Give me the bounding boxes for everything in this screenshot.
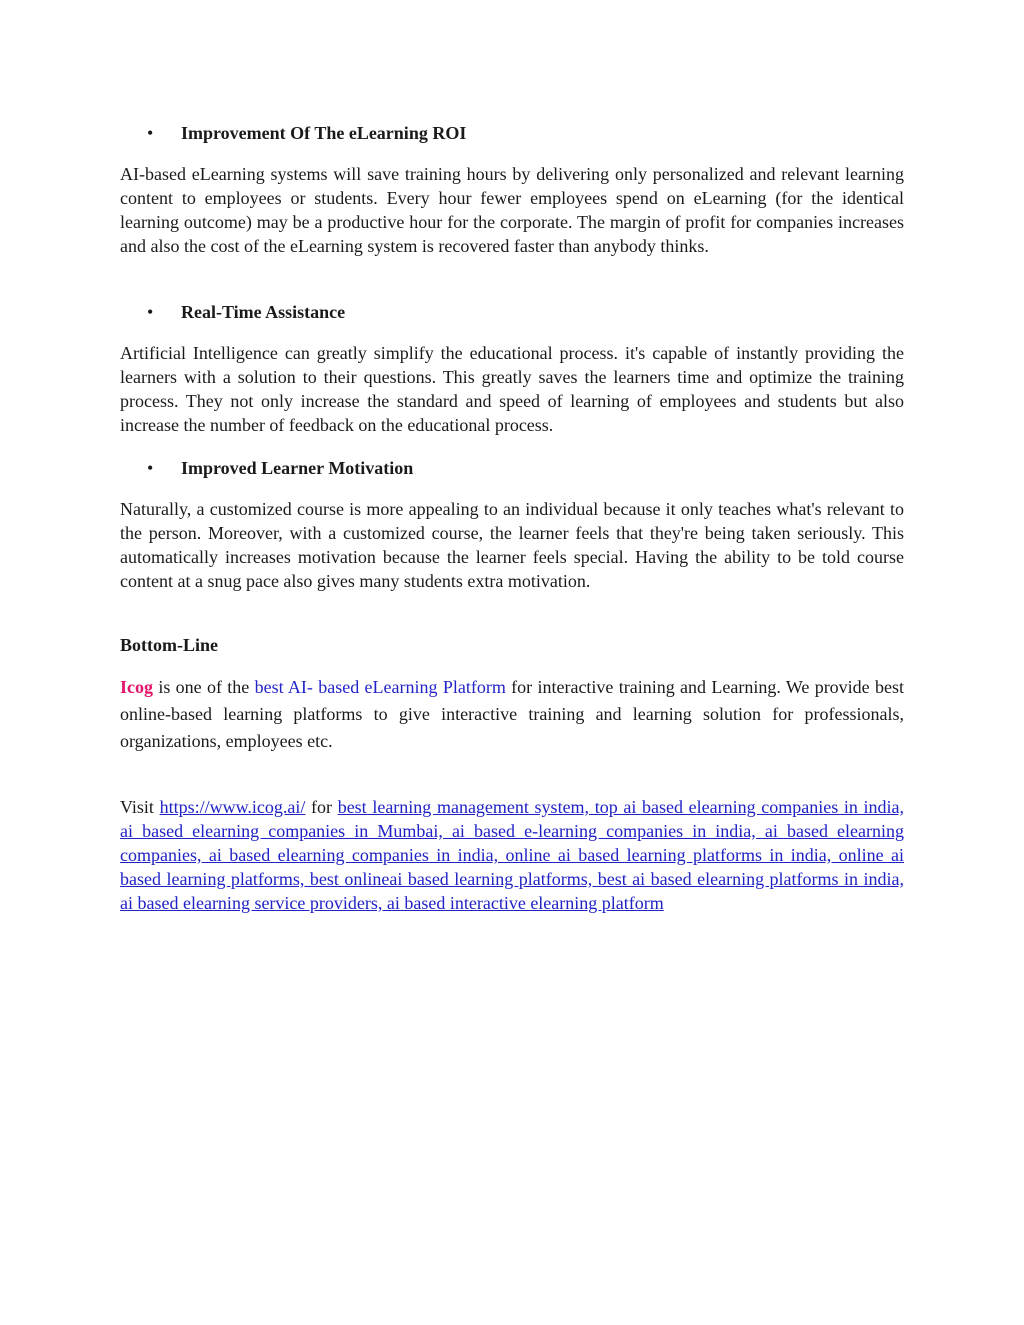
bottom-line-text-2: for interactive training and Learning. We provide best online-based learning platforms to give interactive training and learning solution for professionals, organizations, employees etc. xyxy=(120,677,904,751)
keywords-link[interactable]: best learning management system, top ai based elearning companies in india, ai based elearning companies in Mumbai, ai based e-learning companies in india, ai based elearning companies, ai based elearning companies in india, online ai based learning platforms in india, online ai based learning platforms, best onlineai based learning platforms, best ai based elearning platforms in india, ai based elearning service providers, ai based interactive elearning platform xyxy=(120,797,904,913)
section-2-body: Artificial Intelligence can greatly simplify the educational process. it's capable of instantly providing the learners with a solution to their questions. This greatly saves the learners time and optimize the training process. They not only increase the standard and speed of learning of employees and students but also increase the number of feedback on the educational process. xyxy=(120,343,904,435)
visit-prefix: Visit xyxy=(120,797,160,817)
site-url-link[interactable]: https://www.icog.ai/ xyxy=(159,797,306,817)
bullet-icon: • xyxy=(147,302,154,322)
bullet-icon: • xyxy=(147,123,154,143)
section-2-title: Real-Time Assistance xyxy=(181,302,346,322)
bottom-line-text-1: is one of the xyxy=(153,677,255,697)
section-1-title: Improvement Of The eLearning ROI xyxy=(181,123,467,143)
bottom-line-paragraph xyxy=(120,674,904,755)
visit-middle: for xyxy=(305,797,338,817)
platform-link[interactable]: best AI- based eLearning Platform xyxy=(254,677,506,697)
bottom-line-heading: Bottom-Line xyxy=(120,635,218,655)
section-3-title: Improved Learner Motivation xyxy=(181,458,414,478)
section-3-body: Naturally, a customized course is more appealing to an individual because it only teaches what's relevant to the person. Moreover, with a customized course, the learner feels that they're being taken seriously. This automatically increases motivation because the learner feels special. Having the ability to be told course content at a snug pace also gives many students extra motivation. xyxy=(120,499,904,591)
visit-paragraph xyxy=(120,795,904,915)
brand-name: Icog xyxy=(120,677,153,697)
section-1-body: AI-based eLearning systems will save training hours by delivering only personalized and relevant learning content to employees or students. Every hour fewer employees spend on eLearning (for the identical learning outcome) may be a productive hour for the corporate. The margin of profit for companies increases and also the cost of the eLearning system is recovered faster than anybody thinks. xyxy=(120,164,904,256)
bullet-icon: • xyxy=(147,458,154,478)
